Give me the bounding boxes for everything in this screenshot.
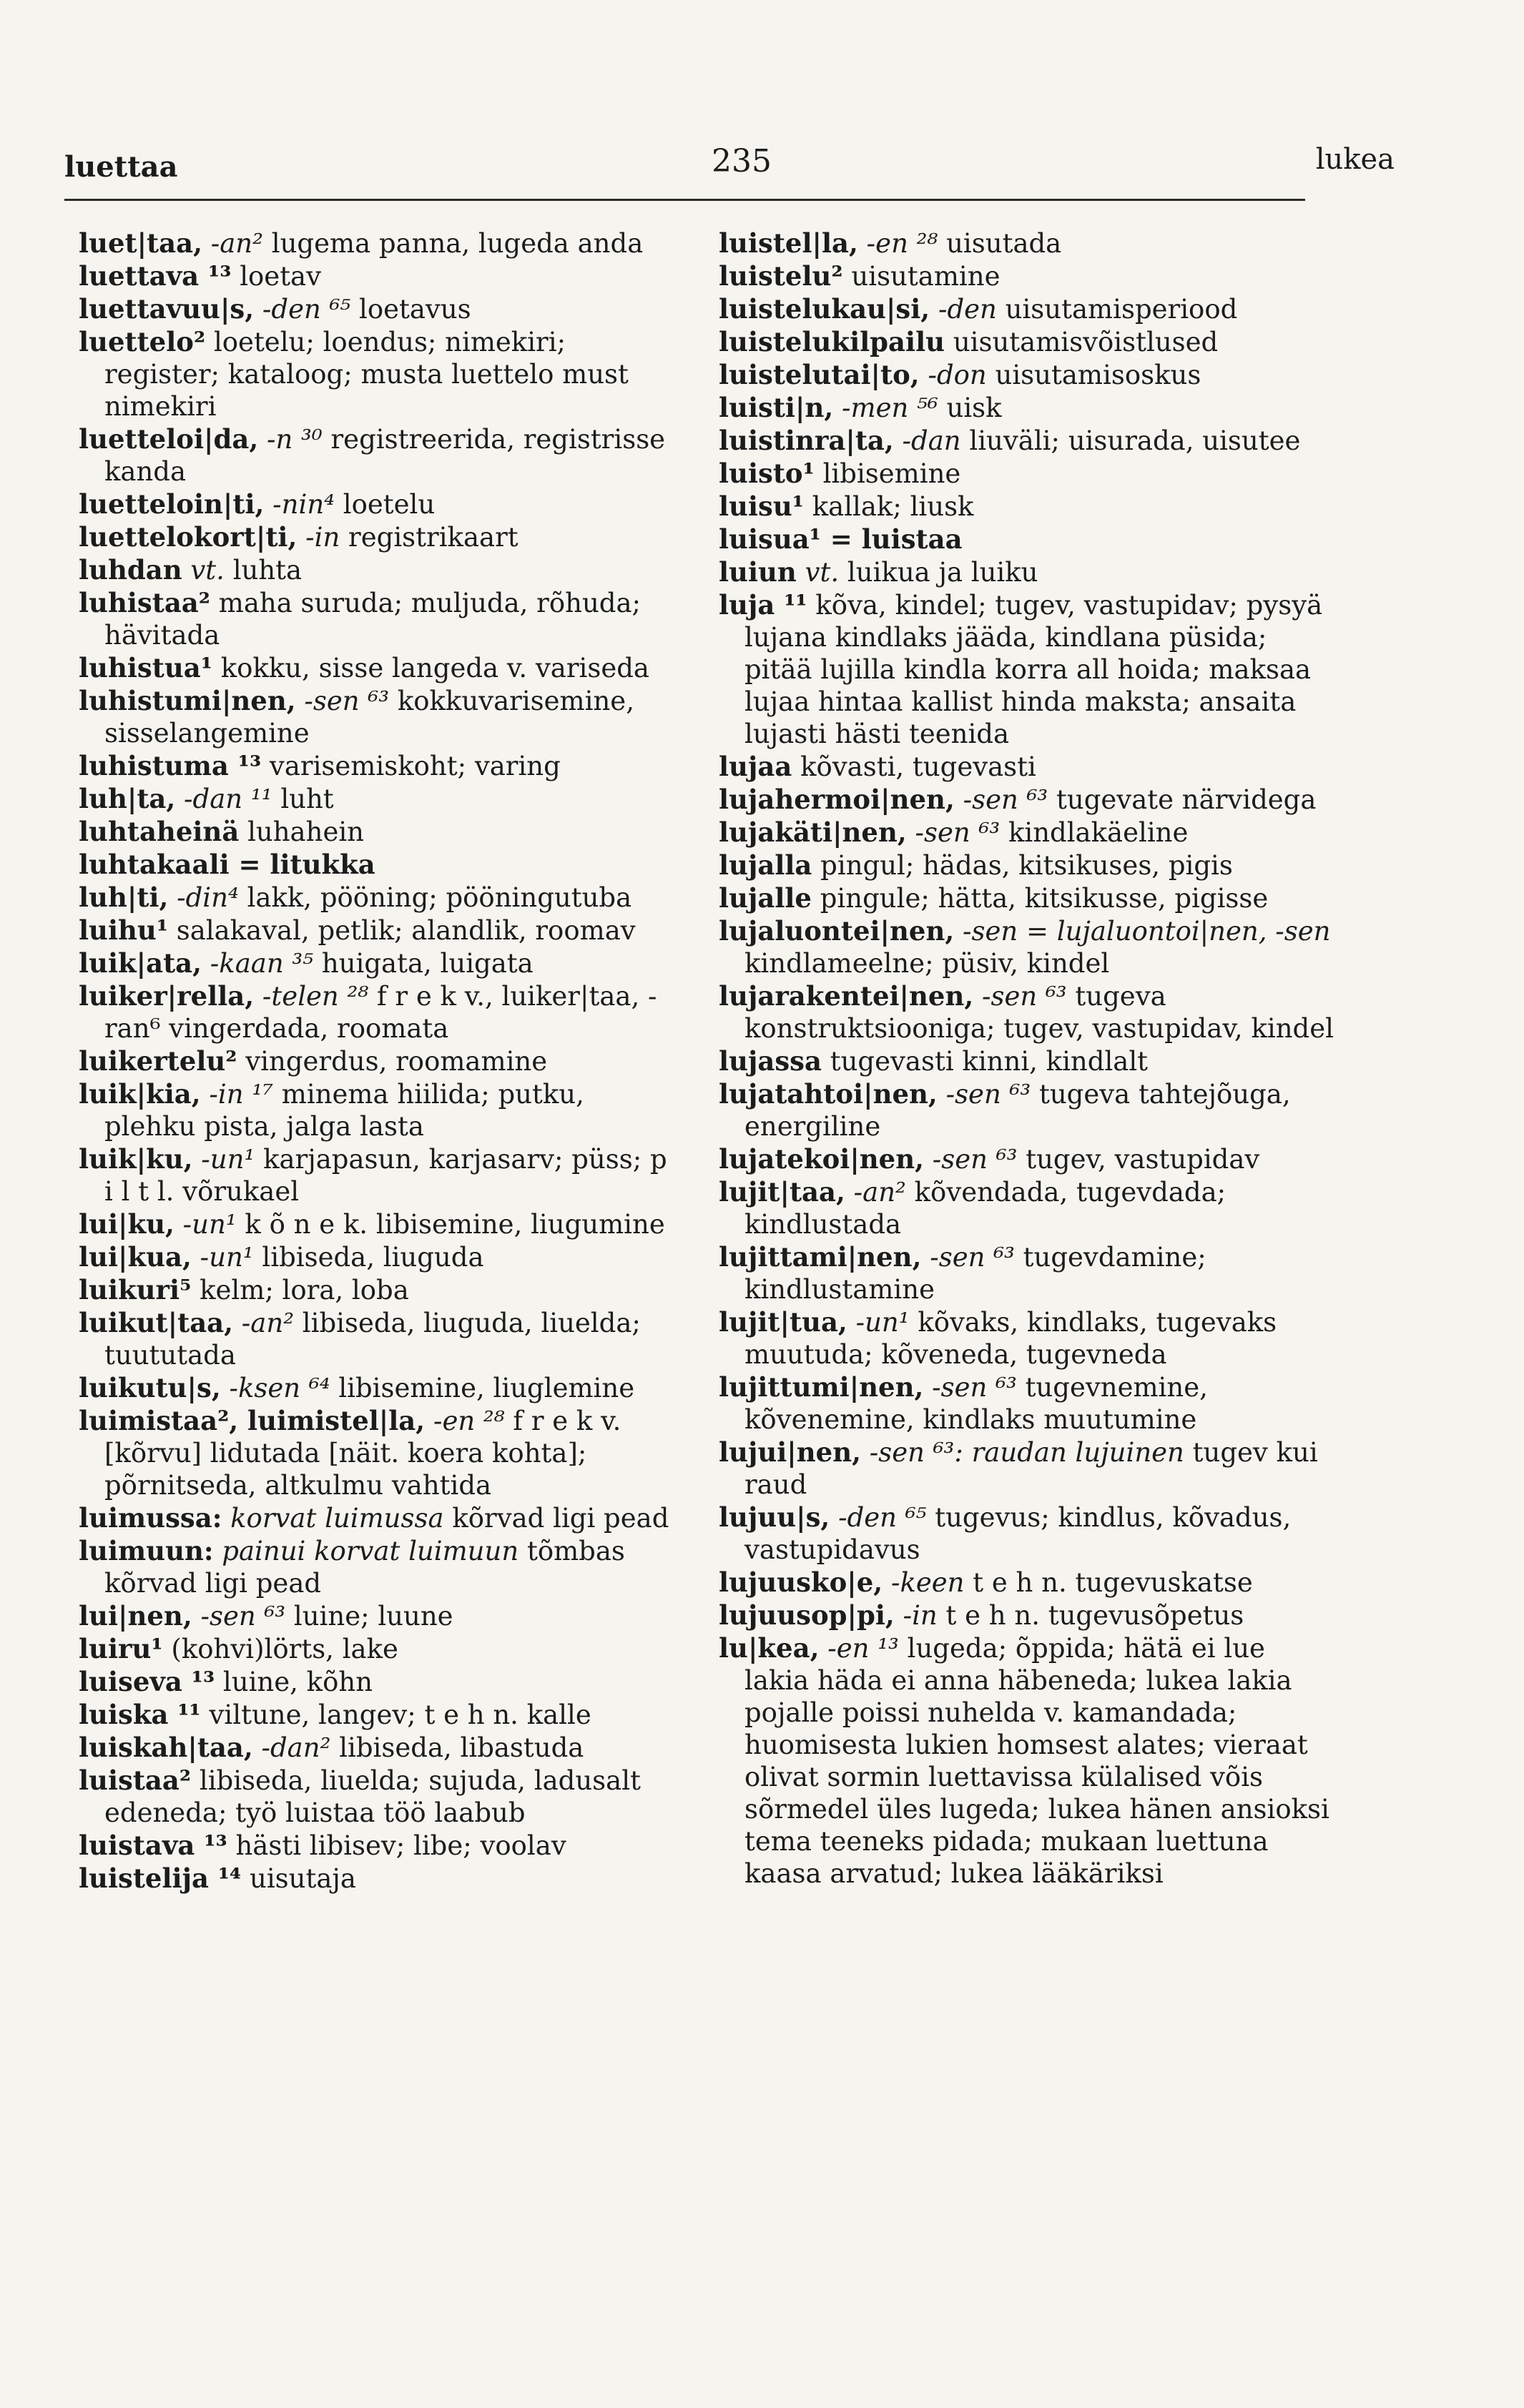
definition: kõvaks, kindlaks, tugevaks muutuda; kõveneda, tugevneda (744, 1307, 1277, 1370)
headword: luettelo² (79, 326, 206, 357)
grammar-note: -nin⁴ (272, 489, 335, 520)
dictionary-entry (719, 816, 1334, 849)
running-head-left: luettaa (64, 150, 178, 184)
grammar-note: -sen ⁶³: raudan lujuinen (869, 1437, 1184, 1468)
definition: luhahein (247, 816, 365, 847)
definition: f r e k v. [kõrvu] lidutada [näit. koera kohta]; põrnitseda, altkulmu vahtida (104, 1406, 621, 1501)
definition: tugevnemine, kõvenemine, kindlaks muutumine (744, 1372, 1208, 1435)
definition: lugeda; õppida; hätä ei lue lakia häda ei anna häbeneda; lukea lakia pojalle poissi nuhelda v. kamandada; huomisesta lukien homsest alates; vieraat olivat sormin luettavissa külalised võis sõrmedel üles lugeda; lukea hänen ansioksi tema teeneks pidada; mukaan luettuna kaasa arvatud; lukea lääkäriksi (744, 1633, 1329, 1889)
definition: luikua ja luiku (847, 557, 1038, 588)
definition: varisemiskoht; varing (269, 751, 561, 781)
grammar-note: -en ²⁸ (433, 1406, 505, 1436)
definition: libiseda, libastuda (339, 1732, 584, 1763)
page-number: 235 (712, 143, 772, 179)
headword: luihu¹ (79, 914, 169, 946)
grammar-note: vt. (805, 557, 840, 588)
dictionary-entry (719, 1436, 1334, 1501)
headword: luhistuma ¹³ (79, 750, 262, 781)
dictionary-entry (79, 783, 672, 815)
grammar-note: -sen ⁶³ (945, 1079, 1031, 1110)
definition: salakaval, petlik; alandlik, roomav (176, 915, 636, 946)
definition: t e h n. tugevusõpetus (945, 1600, 1244, 1631)
dictionary-entry (719, 1371, 1334, 1436)
dictionary-entry (79, 1765, 672, 1829)
dictionary-entry (79, 980, 672, 1045)
definition: f r e k v., luiker|taa, -ran⁶ vingerdada, roomata (104, 981, 657, 1044)
headword: lujaluontei|nen, (719, 915, 955, 947)
dictionary-entry (79, 1862, 672, 1895)
dictionary-entry (79, 1535, 672, 1599)
dictionary-entry (719, 1078, 1334, 1143)
dictionary-entry (79, 882, 672, 914)
grammar-note: -in ¹⁷ (209, 1079, 274, 1110)
definition: liuväli; uisurada, uisutee (969, 425, 1301, 456)
definition: kokku, sisse langeda v. variseda (220, 653, 649, 684)
dictionary-entry (719, 1045, 1334, 1077)
dictionary-entry (79, 293, 672, 325)
headword: luisua¹ = luistaa (719, 523, 963, 555)
dictionary-entry (79, 1633, 672, 1665)
definition: registrikaart (348, 522, 518, 553)
dictionary-entry (79, 1143, 672, 1208)
definition: kokkuvarisemine, sisselangemine (104, 686, 634, 749)
dictionary-entry (719, 1566, 1334, 1599)
definition: lugema panna, lugeda anda (271, 228, 644, 259)
dictionary-entry (79, 652, 672, 684)
headword: luh|ta, (79, 783, 176, 814)
headword: luistelutai|to, (719, 359, 920, 390)
headword: lujittumi|nen, (719, 1371, 924, 1403)
grammar-note: -sen ⁶³ (200, 1601, 286, 1632)
definition: tugeva konstruktsiooniga; tugev, vastupidav, kindel (744, 981, 1334, 1044)
left-column (79, 227, 672, 1895)
definition: minema hiilida; putku, plehku pista, jalga lasta (104, 1079, 584, 1142)
definition: luine, kõhn (222, 1667, 373, 1697)
definition: tugevasti kinni, kindlalt (830, 1046, 1149, 1077)
headword: lujaa (719, 751, 792, 782)
dictionary-entry (79, 260, 672, 292)
headword: luistava ¹³ (79, 1830, 227, 1861)
definition: (kohvi)lörts, lake (171, 1634, 398, 1664)
grammar-note: -en ¹³ (827, 1633, 899, 1664)
headword: luetteloin|ti, (79, 488, 265, 520)
definition: kõvendada, tugevdada; kindlustada (744, 1177, 1226, 1240)
definition: k õ n e k. libisemine, liugumine (245, 1209, 665, 1240)
headword: luistaa² (79, 1765, 192, 1796)
dictionary-entry (719, 1599, 1334, 1632)
definition: uisutamisperiood (1005, 294, 1238, 325)
grammar-note: korvat luimussa (230, 1503, 444, 1534)
definition: maha suruda; muljuda, rõhuda; hävitada (104, 588, 641, 651)
dictionary-entry (79, 750, 672, 782)
dictionary-entry (79, 1405, 672, 1501)
headword: lujit|taa, (719, 1176, 845, 1208)
headword: luettavuu|s, (79, 293, 255, 325)
headword: lujatahtoi|nen, (719, 1078, 938, 1110)
grammar-note: -dan ¹¹ (184, 784, 272, 814)
dictionary-entry (719, 1501, 1334, 1566)
headword: lujakäti|nen, (719, 816, 907, 848)
headword: luisto¹ (719, 458, 815, 489)
definition: tugev kui raud (744, 1437, 1318, 1500)
headword: lujuusko|e, (719, 1566, 883, 1598)
dictionary-entry (79, 1372, 672, 1404)
headword: luetteloi|da, (79, 423, 259, 455)
grammar-note: -in (903, 1600, 938, 1631)
dictionary-entry (719, 1176, 1334, 1240)
grammar-note: -an² (241, 1308, 295, 1338)
grammar-note: -sen ⁶³ (304, 686, 390, 716)
definition: libisemine, liuglemine (338, 1373, 635, 1403)
headword: luettelokort|ti, (79, 521, 298, 553)
definition: kõrvad ligi pead (452, 1503, 669, 1534)
definition: loetelu; loendus; nimekiri; register; kataloog; musta luettelo must nimekiri (104, 327, 629, 422)
headword: luhtakaali = litukka (79, 849, 375, 880)
headword: luistelija ¹⁴ (79, 1862, 242, 1894)
dictionary-entry (719, 1143, 1334, 1175)
definition: loetelu (343, 489, 436, 520)
headword: luimuun: (79, 1535, 214, 1566)
dictionary-entry (719, 849, 1334, 882)
dictionary-entry (79, 947, 672, 980)
grammar-note: -den ⁶⁵ (838, 1502, 927, 1533)
definition: kallak; liusk (812, 491, 974, 522)
headword: lui|nen, (79, 1600, 192, 1632)
dictionary-entry (79, 816, 672, 848)
headword: lujuusop|pi, (719, 1599, 895, 1631)
grammar-note: -dan² (261, 1732, 331, 1763)
grammar-note: -an² (210, 228, 263, 259)
definition: libisemine (822, 458, 961, 489)
grammar-note: -dan (902, 425, 961, 456)
headword: lujuu|s, (719, 1501, 830, 1533)
headword: luiru¹ (79, 1633, 163, 1664)
dictionary-entry (79, 1241, 672, 1273)
grammar-note: -ksen ⁶⁴ (229, 1373, 330, 1403)
dictionary-entry (79, 849, 672, 881)
dictionary-entry (719, 589, 1334, 750)
grammar-note: -en ²⁸ (866, 228, 938, 259)
headword: luikuri⁵ (79, 1274, 192, 1306)
dictionary-entry (79, 1666, 672, 1698)
header-rule (64, 199, 1305, 201)
grammar-note: -un¹ (855, 1307, 910, 1338)
dictionary-entry (719, 523, 1334, 556)
headword: lujui|nen, (719, 1436, 861, 1468)
headword: luettava ¹³ (79, 260, 232, 292)
headword: luh|ti, (79, 882, 169, 913)
definition: luhta (232, 555, 303, 586)
headword: luhistaa² (79, 587, 210, 618)
definition: uisutamisvõistlused (953, 327, 1219, 357)
headword: luistelu² (719, 260, 843, 292)
headword: lu|kea, (719, 1632, 820, 1664)
headword: luistelukau|si, (719, 293, 930, 325)
definition: kindlakäeline (1008, 817, 1189, 848)
definition: uisutamisoskus (995, 360, 1201, 390)
dictionary-entry (79, 1830, 672, 1862)
definition: luht (280, 784, 334, 814)
dictionary-entry (79, 1274, 672, 1306)
headword: lujarakentei|nen, (719, 980, 974, 1012)
definition: tugevdamine; kindlustamine (744, 1242, 1206, 1305)
grammar-note: -keen (890, 1567, 965, 1598)
definition: libiseda, liuguda, liueldа; tuututada (104, 1308, 641, 1371)
definition: uisutamine (851, 261, 1001, 292)
dictionary-entry (79, 1078, 672, 1143)
dictionary-entry (719, 227, 1334, 260)
headword: luikertelu² (79, 1045, 237, 1077)
headword: luikutu|s, (79, 1372, 221, 1403)
definition: t e h n. tugevuskatse (973, 1567, 1253, 1598)
running-head-right: lukea (1315, 143, 1395, 176)
definition: loetavus (359, 294, 471, 325)
definition: kelm; lora, loba (200, 1275, 409, 1306)
grammar-note: -sen ⁶³ (932, 1144, 1018, 1175)
headword: lujatekoi|nen, (719, 1143, 925, 1175)
headword: luhdan (79, 554, 182, 586)
headword: lujahermoi|nen, (719, 784, 955, 815)
dictionary-entry (719, 490, 1334, 523)
dictionary-entry (79, 227, 672, 260)
dictionary-entry (79, 587, 672, 651)
grammar-note: -un¹ (182, 1209, 237, 1240)
grammar-note: -sen = lujaluontoi|nen, -sen (963, 916, 1331, 947)
dictionary-entry (719, 751, 1334, 783)
dictionary-entry (79, 1502, 672, 1534)
dictionary-entry (79, 1045, 672, 1077)
dictionary-entry (79, 1208, 672, 1240)
definition: tugevate närvidega (1056, 784, 1317, 815)
headword: luhistumi|nen, (79, 685, 296, 716)
grammar-note: -sen ⁶³ (915, 817, 1001, 848)
definition: uisutada (946, 228, 1062, 259)
headword: luiker|rella, (79, 980, 255, 1012)
dictionary-entry (79, 488, 672, 520)
dictionary-entry (719, 980, 1334, 1045)
headword: lujit|tua, (719, 1306, 847, 1338)
definition: pingule; hätta, kitsikusse, pigisse (820, 883, 1269, 914)
dictionary-entry (79, 1699, 672, 1731)
dictionary-entry (79, 554, 672, 586)
dictionary-entry (79, 1732, 672, 1764)
headword: luimistaa², luimistel|la, (79, 1405, 426, 1436)
definition: tõmbas kõrvad ligi pead (104, 1536, 625, 1599)
grammar-note: vt. (190, 555, 225, 586)
definition: luine; luune (293, 1601, 453, 1632)
definition: viltune, langev; t e h n. kalle (209, 1699, 591, 1730)
definition: karjapasun, karjasarv; püss; p i l t l. võrukael (104, 1144, 667, 1207)
definition: tugevus; kindlus, kõvadus, vastupidavus (744, 1502, 1292, 1565)
headword: luisti|n, (719, 392, 834, 423)
definition: tugeva tahtejõuga, energiline (744, 1079, 1291, 1142)
definition: libiseda, liuguda (262, 1242, 484, 1273)
headword: lui|kua, (79, 1241, 192, 1273)
headword: luimussa: (79, 1502, 222, 1534)
dictionary-entry (719, 425, 1334, 457)
grammar-note: -sen ⁶³ (963, 784, 1048, 815)
grammar-note: -men ⁵⁶ (842, 393, 938, 423)
definition: uisk (946, 393, 1002, 423)
headword: luikut|taa, (79, 1307, 234, 1338)
dictionary-entry (79, 1600, 672, 1632)
definition: lakk, pööning; pööningutuba (247, 882, 632, 913)
grammar-note: -n ³⁰ (266, 424, 323, 455)
definition: libiseda, liuelda; sujuda, ladusalt edeneda; työ luistaa töö laabub (104, 1765, 641, 1828)
definition: tugev, vastupidav (1026, 1144, 1260, 1175)
headword: luistinra|ta, (719, 425, 894, 456)
headword: luiskah|taa, (79, 1732, 253, 1763)
grammar-note: -an² (853, 1177, 906, 1208)
dictionary-entry (719, 359, 1334, 391)
headword: lujassa (719, 1045, 822, 1077)
dictionary-entry (719, 784, 1334, 816)
grammar-note: -don (928, 360, 987, 390)
grammar-note: -den (938, 294, 997, 325)
dictionary-entry (719, 882, 1334, 914)
headword: luet|taa, (79, 227, 202, 259)
grammar-note: -in (305, 522, 340, 553)
definition: kindlameelne; püsiv, kindel (744, 948, 1110, 979)
definition: uisutaja (250, 1863, 356, 1894)
dictionary-entry (79, 423, 672, 488)
grammar-note: -din⁴ (177, 882, 239, 913)
dictionary-entry (719, 458, 1334, 490)
dictionary-entry (79, 521, 672, 553)
grammar-note: painui korvat luimuun (222, 1536, 519, 1566)
definition: huigata, luigata (321, 948, 534, 979)
headword: luik|ata, (79, 947, 202, 979)
grammar-note: -telen ²⁸ (262, 981, 369, 1012)
dictionary-entry (79, 914, 672, 947)
headword: luiun (719, 556, 797, 588)
headword: luhtaheinä (79, 816, 240, 847)
grammar-note: -den ⁶⁵ (262, 294, 351, 325)
dictionary-entry (79, 685, 672, 749)
definition: hästi libisev; libe; voolav (235, 1830, 566, 1861)
grammar-note: -sen ⁶³ (982, 981, 1067, 1012)
headword: lujittami|nen, (719, 1241, 922, 1273)
dictionary-entry (719, 915, 1334, 980)
headword: luistelukilpailu (719, 326, 945, 357)
dictionary-entry (719, 260, 1334, 292)
headword: luiseva ¹³ (79, 1666, 215, 1697)
grammar-note: -sen ⁶³ (930, 1242, 1015, 1273)
headword: luik|ku, (79, 1143, 193, 1175)
grammar-note: -sen ⁶³ (932, 1372, 1017, 1403)
headword: luhistua¹ (79, 652, 212, 684)
headword: luja ¹¹ (719, 589, 807, 621)
headword: lui|ku, (79, 1208, 174, 1240)
grammar-note: -un¹ (201, 1144, 255, 1175)
grammar-note: -un¹ (200, 1242, 254, 1273)
definition: vingerdus, roomamine (245, 1046, 548, 1077)
headword: lujalle (719, 882, 812, 914)
headword: luistel|la, (719, 227, 858, 259)
headword: luisu¹ (719, 490, 804, 522)
dictionary-entry (79, 326, 672, 423)
dictionary-entry (719, 556, 1334, 588)
right-column (719, 227, 1334, 1890)
dictionary-entry (719, 326, 1334, 358)
definition: registreerida, registrisse kanda (104, 424, 666, 487)
dictionary-entry (79, 1307, 672, 1371)
dictionary-entry (719, 1306, 1334, 1371)
definition: loetav (240, 261, 322, 292)
grammar-note: -kaan ³⁵ (210, 948, 314, 979)
definition: kõva, kindel; tugev, vastupidav; pysyä lujana kindlaks jääda, kindlana püsida; pitää lujilla kindla korra all hoida; maksaa lujaa hintaa kallist hinda maksta; ansaita lujasti hästi teenida (744, 590, 1323, 749)
headword: luiska ¹¹ (79, 1699, 201, 1730)
headword: lujalla (719, 849, 812, 881)
dictionary-entry (719, 1632, 1334, 1890)
headword: luik|kia, (79, 1078, 201, 1110)
dictionary-entry (719, 392, 1334, 424)
dictionary-entry (719, 1241, 1334, 1306)
dictionary-entry (719, 293, 1334, 325)
definition: kõvasti, tugevasti (800, 751, 1036, 782)
definition: pingul; hädas, kitsikuses, pigis (820, 850, 1233, 881)
page-header (64, 143, 1480, 200)
